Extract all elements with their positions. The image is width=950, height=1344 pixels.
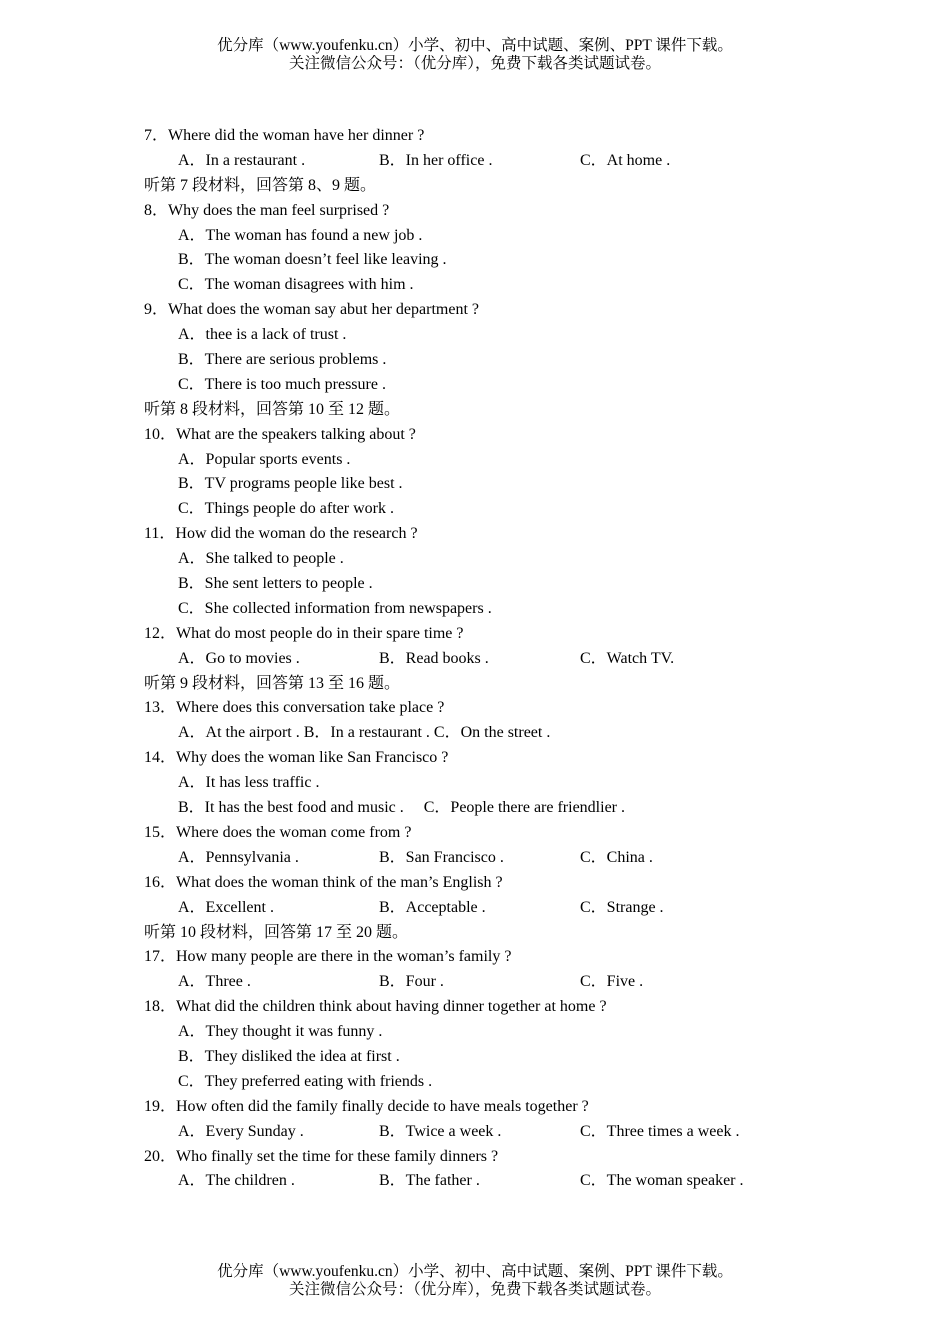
- option-a: A．The children .: [178, 1172, 295, 1190]
- option-c: C．They preferred eating with friends .: [178, 1072, 433, 1090]
- section-10-instruction: 听第 10 段材料，回答第 17 至 20 题。: [144, 923, 409, 941]
- option-b: B．San Francisco .: [379, 848, 504, 866]
- option-b: B．They disliked the idea at first .: [178, 1047, 400, 1065]
- question-list: [144, 124, 844, 1194]
- option-b: B．The father .: [379, 1172, 480, 1190]
- option-c: C．Things people do after work .: [178, 500, 394, 518]
- option-b: B．TV programs people like best .: [178, 475, 403, 493]
- option-a: A．It has less traffic .: [178, 774, 320, 792]
- question-10: 10．What are the speakers talking about ?: [144, 425, 416, 443]
- question-18: 18．What did the children think about having dinner together at home ?: [144, 998, 607, 1016]
- question-19: 19．How often did the family finally decide to have meals together ?: [144, 1097, 589, 1115]
- question-12-options: [144, 647, 844, 672]
- option-c: C．There is too much pressure .: [178, 375, 386, 393]
- option-b: B．There are serious problems .: [178, 351, 387, 369]
- option-c: C．Watch TV.: [580, 649, 675, 667]
- question-20: 20．Who finally set the time for these family dinners ?: [144, 1147, 499, 1165]
- option-a: A．Go to movies .: [178, 649, 300, 667]
- option-b: B．Acceptable .: [379, 898, 486, 916]
- option-c: C．China .: [580, 848, 653, 866]
- header-line-2: 关注微信公众号：（优分库），免费下载各类试题试卷。: [288, 55, 661, 72]
- option-c: C．Strange .: [580, 898, 664, 916]
- footer-line-2: 关注微信公众号：（优分库），免费下载各类试题试卷。: [288, 1281, 661, 1298]
- footer-line-1: 优分库（www.youfenku.cn）小学、初中、高中试题、案例、PPT 课件下载。: [217, 1263, 733, 1280]
- question-20-options: [144, 1169, 844, 1194]
- option-c: C．Three times a week .: [580, 1122, 740, 1140]
- option-a: A．Pennsylvania .: [178, 848, 299, 866]
- question-7-options: [144, 149, 844, 174]
- page-header: [0, 37, 950, 73]
- option-a: A．Popular sports events .: [178, 450, 351, 468]
- option-a: A．Three .: [178, 973, 251, 991]
- option-c: C．Five .: [580, 973, 644, 991]
- option-a: A．The woman has found a new job .: [178, 226, 423, 244]
- option-b: B．Four .: [379, 973, 444, 991]
- question-16-options: [144, 896, 844, 921]
- question-17-options: [144, 970, 844, 995]
- option-a: A．She talked to people .: [178, 550, 344, 568]
- section-7-instruction: 听第 7 段材料，回答第 8、9 题。: [144, 176, 377, 194]
- question-13: 13．Where does this conversation take place ?: [144, 699, 445, 717]
- question-14: 14．Why does the woman like San Francisco ?: [144, 749, 449, 767]
- question-9: 9．What does the woman say abut her department ?: [144, 301, 480, 319]
- section-8-instruction: 听第 8 段材料，回答第 10 至 12 题。: [144, 400, 401, 418]
- option-a: A．In a restaurant .: [178, 151, 306, 169]
- option-a: A．They thought it was funny .: [178, 1023, 383, 1041]
- option-a: A．thee is a lack of trust .: [178, 326, 347, 344]
- question-13-options: A．At the airport . B．In a restaurant . C．On the street .: [178, 724, 551, 742]
- question-19-options: [144, 1120, 844, 1145]
- question-16: 16．What does the woman think of the man’s English ?: [144, 873, 503, 891]
- question-11: 11．How did the woman do the research ?: [144, 525, 418, 543]
- option-a: A．Excellent .: [178, 898, 274, 916]
- question-17: 17．How many people are there in the woman’s family ?: [144, 948, 512, 966]
- option-c: C．She collected information from newspapers .: [178, 599, 492, 617]
- option-a: A．Every Sunday .: [178, 1122, 304, 1140]
- option-c: C．At home .: [580, 151, 671, 169]
- option-c: C．The woman speaker .: [580, 1172, 744, 1190]
- section-9-instruction: 听第 9 段材料，回答第 13 至 16 题。: [144, 674, 401, 692]
- option-b: B．Read books .: [379, 649, 489, 667]
- question-8: 8．Why does the man feel surprised ?: [144, 201, 390, 219]
- question-12: 12．What do most people do in their spare time ?: [144, 624, 464, 642]
- option-b: B．Twice a week .: [379, 1122, 502, 1140]
- header-line-1: 优分库（www.youfenku.cn）小学、初中、高中试题、案例、PPT 课件下载。: [217, 37, 733, 54]
- option-c: C．The woman disagrees with him .: [178, 276, 414, 294]
- question-15-options: [144, 846, 844, 871]
- page-footer: [0, 1263, 950, 1299]
- question-7: 7．Where did the woman have her dinner ?: [144, 127, 425, 144]
- option-b-c: B．It has the best food and music . C．People there are friendlier .: [178, 799, 625, 817]
- option-b: B．In her office .: [379, 151, 493, 169]
- question-15: 15．Where does the woman come from ?: [144, 823, 412, 841]
- option-b: B．She sent letters to people .: [178, 575, 373, 593]
- option-b: B．The woman doesn’t feel like leaving .: [178, 251, 447, 269]
